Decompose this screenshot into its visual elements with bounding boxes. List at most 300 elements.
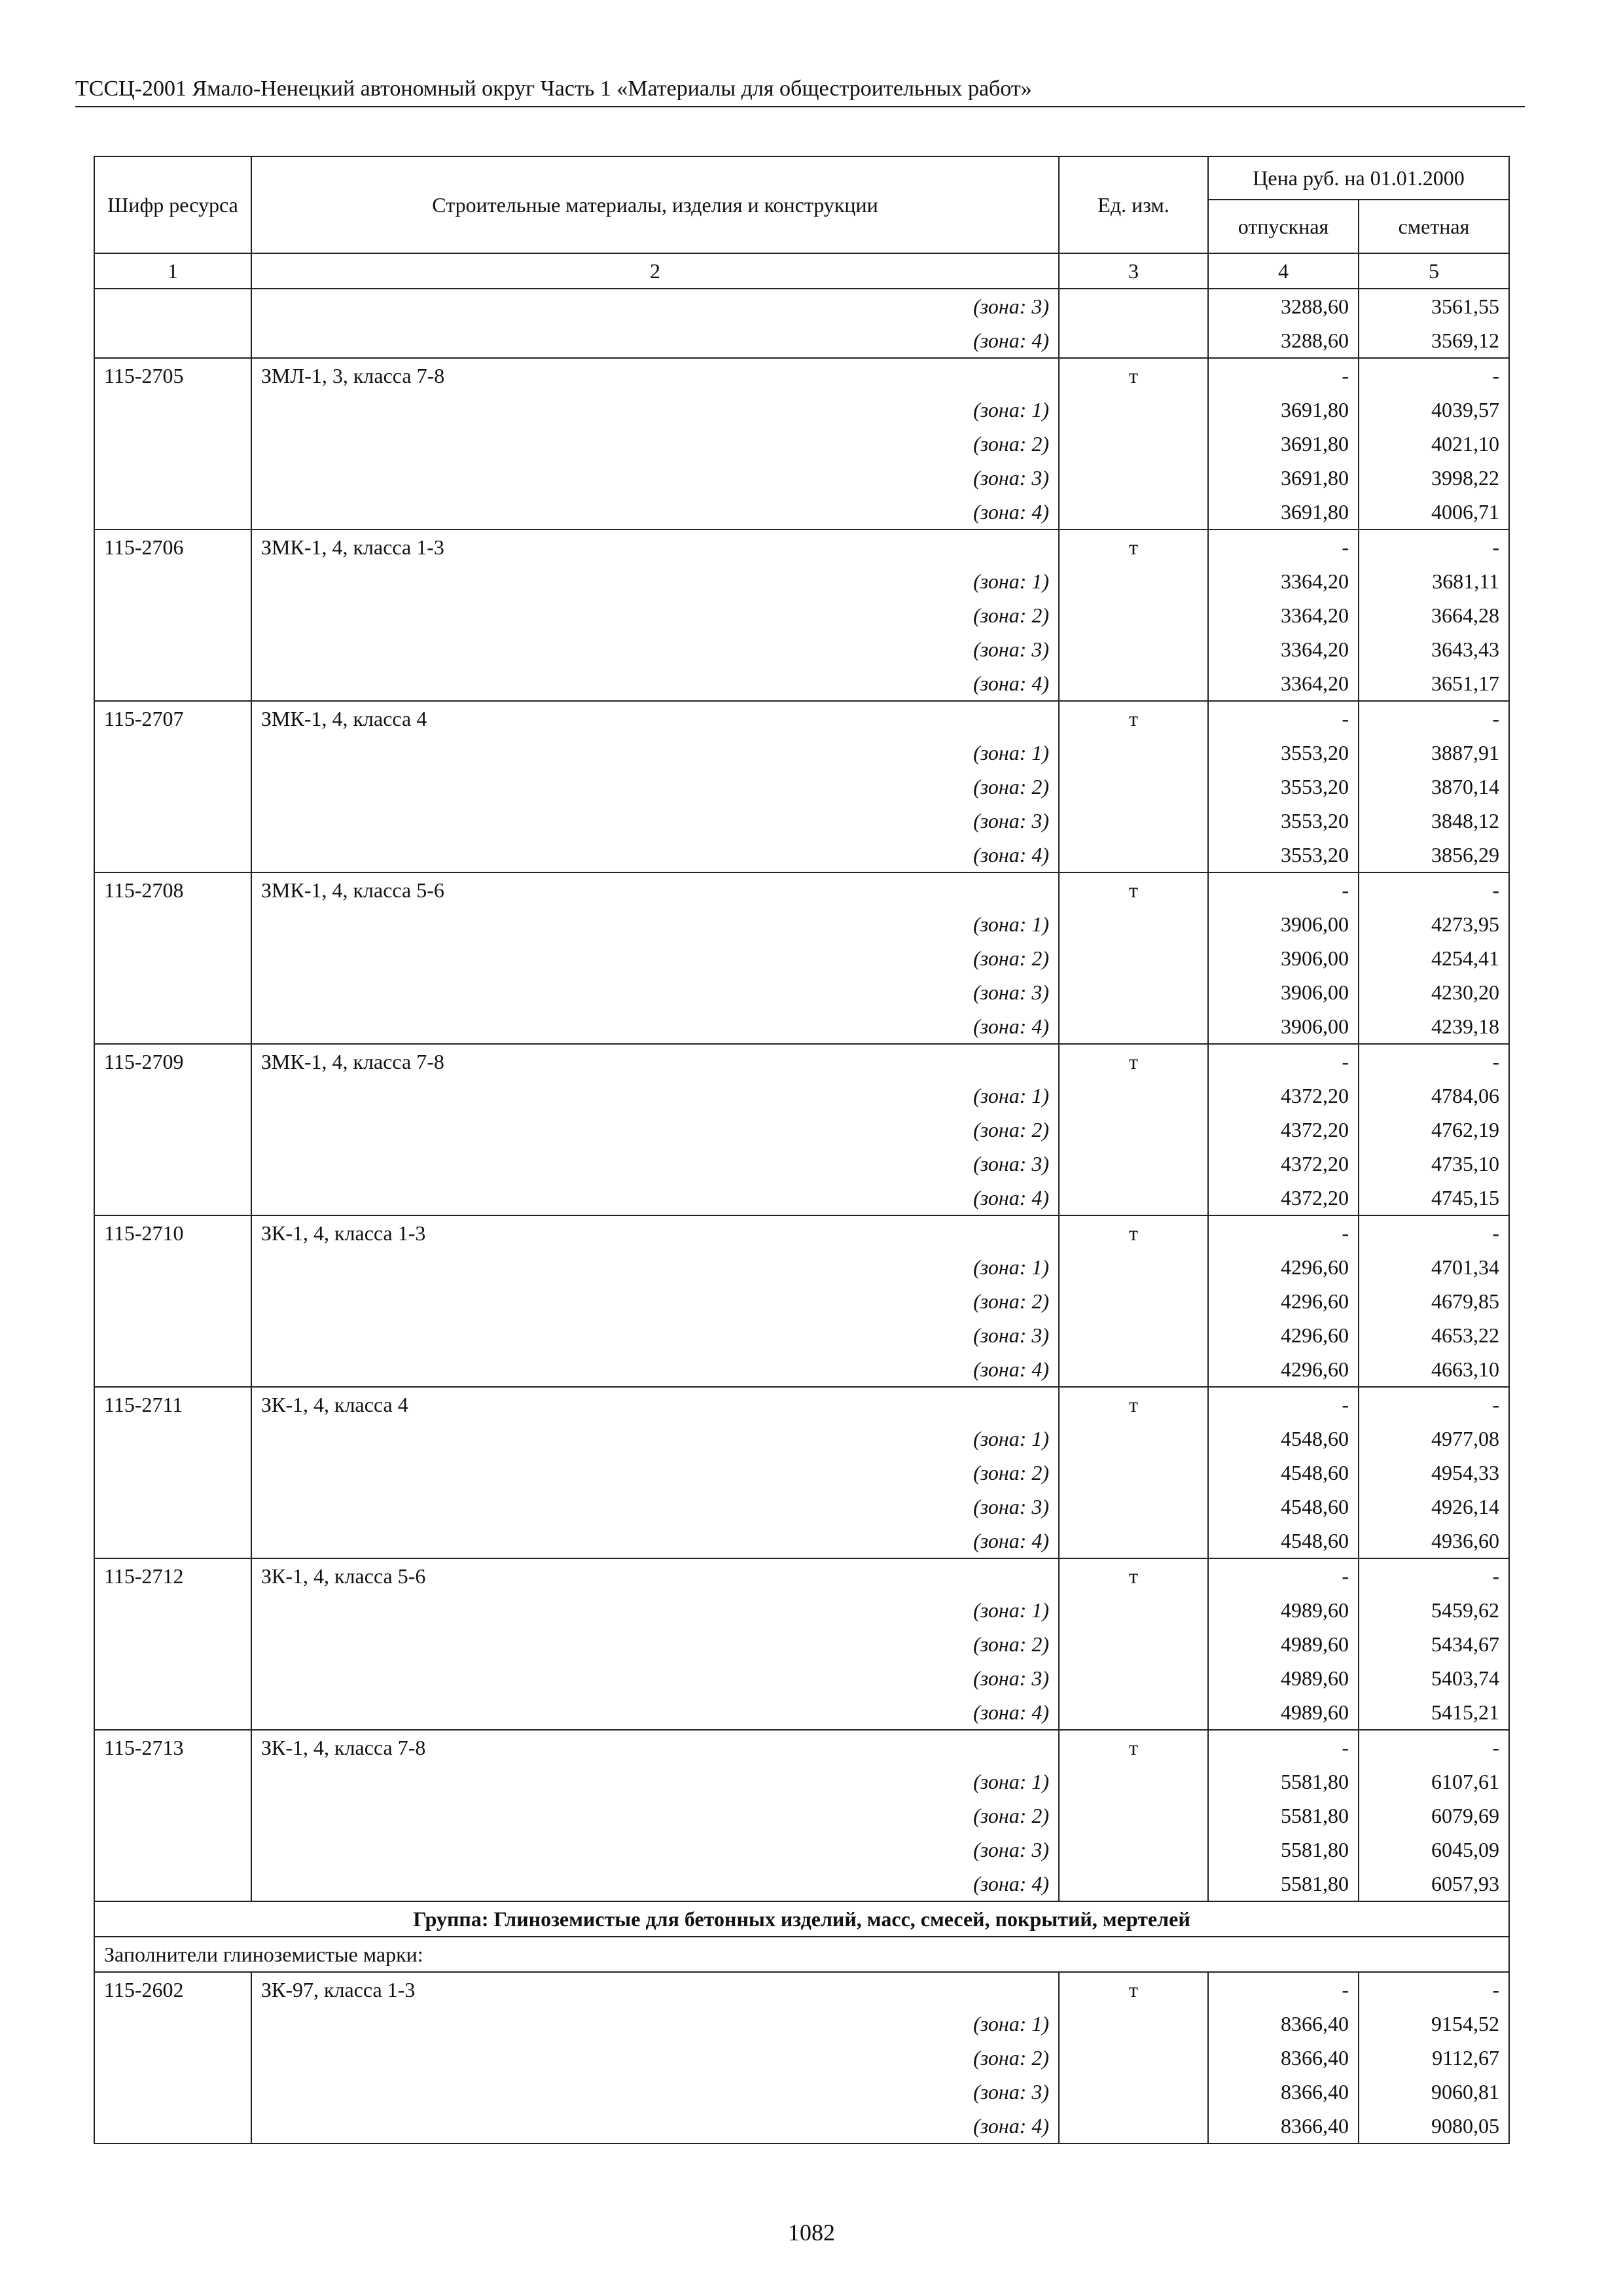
material-name: ЗК-1, 4, класса 4 <box>251 1387 1059 1422</box>
unit-cell <box>1059 1524 1208 1558</box>
running-header: ТССЦ-2001 Ямало-Ненецкий автономный округ Часть 1 «Материалы для общестроительных работ» <box>75 73 1525 107</box>
zone-label: (зона: 4) <box>251 323 1059 358</box>
release-price: 4372,20 <box>1208 1147 1359 1181</box>
estimate-price: - <box>1359 872 1509 907</box>
release-price: 4372,20 <box>1208 1113 1359 1147</box>
code-cell <box>94 2109 251 2144</box>
zone-label: (зона: 3) <box>251 1833 1059 1867</box>
code-cell <box>94 323 251 358</box>
unit-cell <box>1059 1593 1208 1627</box>
code-cell <box>94 1147 251 1181</box>
release-price: 8366,40 <box>1208 2007 1359 2041</box>
col-number: 5 <box>1359 253 1509 289</box>
table-row <box>94 1972 1509 2007</box>
estimate-price: - <box>1359 358 1509 393</box>
zone-label: (зона: 4) <box>251 1009 1059 1044</box>
estimate-price: - <box>1359 1730 1509 1765</box>
unit-cell: т <box>1059 1972 1208 2007</box>
release-price: 5581,80 <box>1208 1833 1359 1867</box>
table-row <box>94 701 1509 736</box>
estimate-price: 3870,14 <box>1359 770 1509 804</box>
release-price: - <box>1208 872 1359 907</box>
unit-cell <box>1059 632 1208 666</box>
code-cell <box>94 1695 251 1730</box>
zone-label: (зона: 1) <box>251 1079 1059 1113</box>
table-row <box>94 598 1509 632</box>
table-row <box>94 461 1509 495</box>
release-price: 3691,80 <box>1208 393 1359 427</box>
unit-cell <box>1059 1627 1208 1661</box>
col-header-price: Цена руб. на 01.01.2000 <box>1208 156 1509 200</box>
table-row <box>94 770 1509 804</box>
table-row <box>94 1147 1509 1181</box>
resource-code: 115-2705 <box>94 358 251 393</box>
unit-cell <box>1059 1833 1208 1867</box>
release-price: 4296,60 <box>1208 1250 1359 1284</box>
unit-cell <box>1059 666 1208 701</box>
subheading: Заполнители глиноземистые марки: <box>94 1937 1509 1972</box>
unit-cell <box>1059 393 1208 427</box>
estimate-price: 4954,33 <box>1359 1456 1509 1490</box>
release-price: - <box>1208 358 1359 393</box>
zone-label: (зона: 2) <box>251 1456 1059 1490</box>
zone-label: (зона: 1) <box>251 393 1059 427</box>
estimate-price: 4679,85 <box>1359 1284 1509 1318</box>
code-cell <box>94 1765 251 1799</box>
code-cell <box>94 1113 251 1147</box>
code-cell <box>94 1799 251 1833</box>
unit-cell: т <box>1059 1215 1208 1250</box>
code-cell <box>94 1318 251 1352</box>
table-row <box>94 804 1509 838</box>
resource-code: 115-2709 <box>94 1044 251 1079</box>
estimate-price: 9060,81 <box>1359 2075 1509 2109</box>
estimate-price: 3651,17 <box>1359 666 1509 701</box>
code-cell <box>94 770 251 804</box>
release-price: - <box>1208 1730 1359 1765</box>
estimate-price: 6079,69 <box>1359 1799 1509 1833</box>
table-row <box>94 427 1509 461</box>
resource-code: 115-2602 <box>94 1972 251 2007</box>
release-price: - <box>1208 1044 1359 1079</box>
estimate-price: 3887,91 <box>1359 736 1509 770</box>
zone-label: (зона: 1) <box>251 1250 1059 1284</box>
unit-cell <box>1059 1695 1208 1730</box>
zone-label: (зона: 4) <box>251 1181 1059 1215</box>
zone-label: (зона: 3) <box>251 804 1059 838</box>
unit-cell <box>1059 427 1208 461</box>
price-table <box>94 156 1510 2144</box>
table-row <box>94 1833 1509 1867</box>
estimate-price: 4701,34 <box>1359 1250 1509 1284</box>
unit-cell <box>1059 1250 1208 1284</box>
col-header-unit: Ед. изм. <box>1059 156 1208 253</box>
zone-label: (зона: 4) <box>251 1352 1059 1387</box>
table-row <box>94 1113 1509 1147</box>
zone-label: (зона: 1) <box>251 907 1059 941</box>
zone-label: (зона: 3) <box>251 1318 1059 1352</box>
release-price: 5581,80 <box>1208 1799 1359 1833</box>
code-cell <box>94 736 251 770</box>
table-row <box>94 632 1509 666</box>
zone-label: (зона: 3) <box>251 975 1059 1009</box>
release-price: 3553,20 <box>1208 770 1359 804</box>
table-row <box>94 564 1509 598</box>
estimate-price: 4926,14 <box>1359 1490 1509 1524</box>
estimate-price: 6107,61 <box>1359 1765 1509 1799</box>
estimate-price: 4239,18 <box>1359 1009 1509 1044</box>
unit-cell: т <box>1059 1730 1208 1765</box>
code-cell <box>94 1627 251 1661</box>
material-name: ЗК-97, класса 1-3 <box>251 1972 1059 2007</box>
release-price: 3691,80 <box>1208 461 1359 495</box>
estimate-price: 4653,22 <box>1359 1318 1509 1352</box>
code-cell <box>94 838 251 872</box>
unit-cell <box>1059 1456 1208 1490</box>
table-row <box>94 1284 1509 1318</box>
table-row <box>94 2109 1509 2144</box>
estimate-price: 4784,06 <box>1359 1079 1509 1113</box>
table-row <box>94 975 1509 1009</box>
code-cell <box>94 393 251 427</box>
code-cell <box>94 1661 251 1695</box>
release-price: 4296,60 <box>1208 1352 1359 1387</box>
page-number: 1082 <box>788 2219 835 2246</box>
table-row <box>94 1627 1509 1661</box>
release-price: 3364,20 <box>1208 666 1359 701</box>
zone-label: (зона: 2) <box>251 2041 1059 2075</box>
group-table-body <box>94 1972 1509 2144</box>
resource-code: 115-2708 <box>94 872 251 907</box>
zone-label: (зона: 3) <box>251 1490 1059 1524</box>
zone-label: (зона: 1) <box>251 1765 1059 1799</box>
unit-cell: т <box>1059 872 1208 907</box>
release-price: 4548,60 <box>1208 1524 1359 1558</box>
col-number: 4 <box>1208 253 1359 289</box>
table-row <box>94 495 1509 529</box>
col-header-estimate: сметная <box>1359 200 1509 253</box>
table-row <box>94 1215 1509 1250</box>
unit-cell <box>1059 2041 1208 2075</box>
estimate-price: - <box>1359 1972 1509 2007</box>
zone-label: (зона: 3) <box>251 1661 1059 1695</box>
code-cell <box>94 804 251 838</box>
release-price: 3553,20 <box>1208 838 1359 872</box>
unit-cell <box>1059 907 1208 941</box>
table-row <box>94 1352 1509 1387</box>
code-cell <box>94 1524 251 1558</box>
unit-cell: т <box>1059 1044 1208 1079</box>
table-row <box>94 2075 1509 2109</box>
release-price: 8366,40 <box>1208 2075 1359 2109</box>
estimate-price: 4745,15 <box>1359 1181 1509 1215</box>
estimate-price: 4039,57 <box>1359 393 1509 427</box>
material-name: ЗМК-1, 4, класса 1-3 <box>251 529 1059 564</box>
zone-label: (зона: 1) <box>251 736 1059 770</box>
release-price: 3691,80 <box>1208 495 1359 529</box>
unit-cell <box>1059 2007 1208 2041</box>
table-row <box>94 1422 1509 1456</box>
table-row <box>94 1558 1509 1593</box>
code-cell <box>94 1352 251 1387</box>
table-row <box>94 529 1509 564</box>
unit-cell <box>1059 1113 1208 1147</box>
zone-label: (зона: 3) <box>251 289 1059 323</box>
material-name: ЗМЛ-1, 3, класса 7-8 <box>251 358 1059 393</box>
table-row <box>94 1695 1509 1730</box>
unit-cell <box>1059 1318 1208 1352</box>
table-row <box>94 1250 1509 1284</box>
table-row <box>94 1490 1509 1524</box>
table-row <box>94 1524 1509 1558</box>
zone-label: (зона: 2) <box>251 598 1059 632</box>
estimate-price: 3681,11 <box>1359 564 1509 598</box>
table-row <box>94 907 1509 941</box>
resource-code: 115-2711 <box>94 1387 251 1422</box>
estimate-price: 9080,05 <box>1359 2109 1509 2144</box>
code-cell <box>94 289 251 323</box>
unit-cell <box>1059 975 1208 1009</box>
estimate-price: 3848,12 <box>1359 804 1509 838</box>
resource-code: 115-2713 <box>94 1730 251 1765</box>
zone-label: (зона: 2) <box>251 1627 1059 1661</box>
code-cell <box>94 1593 251 1627</box>
zone-label: (зона: 2) <box>251 1113 1059 1147</box>
release-price: - <box>1208 701 1359 736</box>
table-row <box>94 1730 1509 1765</box>
unit-cell <box>1059 1147 1208 1181</box>
material-name: ЗК-1, 4, класса 7-8 <box>251 1730 1059 1765</box>
table-row <box>94 736 1509 770</box>
table-row <box>94 1661 1509 1695</box>
code-cell <box>94 461 251 495</box>
code-cell <box>94 495 251 529</box>
col-header-name: Строительные материалы, изделия и конструкции <box>251 156 1059 253</box>
material-name: ЗМК-1, 4, класса 7-8 <box>251 1044 1059 1079</box>
release-price: - <box>1208 529 1359 564</box>
release-price: 3288,60 <box>1208 323 1359 358</box>
estimate-price: 3998,22 <box>1359 461 1509 495</box>
unit-cell <box>1059 736 1208 770</box>
estimate-price: 4273,95 <box>1359 907 1509 941</box>
resource-code: 115-2712 <box>94 1558 251 1593</box>
estimate-price: 5434,67 <box>1359 1627 1509 1661</box>
code-cell <box>94 1181 251 1215</box>
table-row <box>94 358 1509 393</box>
release-price: 3553,20 <box>1208 804 1359 838</box>
estimate-price: 9154,52 <box>1359 2007 1509 2041</box>
release-price: 3364,20 <box>1208 564 1359 598</box>
unit-cell <box>1059 1181 1208 1215</box>
unit-cell: т <box>1059 358 1208 393</box>
code-cell <box>94 907 251 941</box>
code-cell <box>94 2041 251 2075</box>
zone-label: (зона: 4) <box>251 666 1059 701</box>
estimate-price: 4663,10 <box>1359 1352 1509 1387</box>
resource-code: 115-2707 <box>94 701 251 736</box>
unit-cell <box>1059 1799 1208 1833</box>
code-cell <box>94 1833 251 1867</box>
estimate-price: - <box>1359 1558 1509 1593</box>
code-cell <box>94 1422 251 1456</box>
table-row <box>94 1009 1509 1044</box>
release-price: 8366,40 <box>1208 2109 1359 2144</box>
estimate-price: 3856,29 <box>1359 838 1509 872</box>
zone-label: (зона: 2) <box>251 1284 1059 1318</box>
estimate-price: 4735,10 <box>1359 1147 1509 1181</box>
release-price: 3906,00 <box>1208 1009 1359 1044</box>
release-price: 4989,60 <box>1208 1627 1359 1661</box>
zone-label: (зона: 1) <box>251 1422 1059 1456</box>
code-cell <box>94 1250 251 1284</box>
code-cell <box>94 975 251 1009</box>
release-price: - <box>1208 1972 1359 2007</box>
estimate-price: 4006,71 <box>1359 495 1509 529</box>
code-cell <box>94 1490 251 1524</box>
zone-label: (зона: 3) <box>251 2075 1059 2109</box>
code-cell <box>94 2007 251 2041</box>
release-price: - <box>1208 1558 1359 1593</box>
unit-cell <box>1059 1009 1208 1044</box>
table-row <box>94 1593 1509 1627</box>
estimate-price: - <box>1359 1044 1509 1079</box>
table-row <box>94 289 1509 323</box>
zone-label: (зона: 3) <box>251 461 1059 495</box>
unit-cell <box>1059 1422 1208 1456</box>
col-number: 2 <box>251 253 1059 289</box>
estimate-price: 4230,20 <box>1359 975 1509 1009</box>
col-header-code: Шифр ресурса <box>94 156 251 253</box>
table-row <box>94 323 1509 358</box>
resource-code: 115-2706 <box>94 529 251 564</box>
code-cell <box>94 941 251 975</box>
unit-cell <box>1059 2109 1208 2144</box>
zone-label: (зона: 1) <box>251 2007 1059 2041</box>
zone-label: (зона: 1) <box>251 564 1059 598</box>
table-row <box>94 872 1509 907</box>
zone-label: (зона: 4) <box>251 1695 1059 1730</box>
table-row <box>94 941 1509 975</box>
estimate-price: 4254,41 <box>1359 941 1509 975</box>
unit-cell <box>1059 1661 1208 1695</box>
table-body <box>94 289 1509 1901</box>
unit-cell <box>1059 1079 1208 1113</box>
col-number: 3 <box>1059 253 1208 289</box>
code-cell <box>94 2075 251 2109</box>
unit-cell <box>1059 804 1208 838</box>
material-name: ЗК-1, 4, класса 1-3 <box>251 1215 1059 1250</box>
estimate-price: 4977,08 <box>1359 1422 1509 1456</box>
table-row <box>94 1079 1509 1113</box>
unit-cell: т <box>1059 529 1208 564</box>
release-price: 4989,60 <box>1208 1695 1359 1730</box>
release-price: 4989,60 <box>1208 1593 1359 1627</box>
col-number: 1 <box>94 253 251 289</box>
zone-label: (зона: 4) <box>251 838 1059 872</box>
group-heading: Группа: Глиноземистые для бетонных изделий, масс, смесей, покрытий, мертелей <box>94 1901 1509 1937</box>
release-price: 4372,20 <box>1208 1079 1359 1113</box>
estimate-price: 4936,60 <box>1359 1524 1509 1558</box>
release-price: - <box>1208 1387 1359 1422</box>
group-section <box>94 1901 1509 1972</box>
estimate-price: 9112,67 <box>1359 2041 1509 2075</box>
unit-cell: т <box>1059 701 1208 736</box>
release-price: 4548,60 <box>1208 1422 1359 1456</box>
estimate-price: 3569,12 <box>1359 323 1509 358</box>
table-row <box>94 1456 1509 1490</box>
estimate-price: - <box>1359 701 1509 736</box>
code-cell <box>94 1456 251 1490</box>
estimate-price: 5415,21 <box>1359 1695 1509 1730</box>
release-price: 8366,40 <box>1208 2041 1359 2075</box>
table-row <box>94 1044 1509 1079</box>
zone-label: (зона: 4) <box>251 1867 1059 1901</box>
col-header-release: отпускная <box>1208 200 1359 253</box>
zone-label: (зона: 2) <box>251 427 1059 461</box>
release-price: 3906,00 <box>1208 941 1359 975</box>
release-price: 3364,20 <box>1208 598 1359 632</box>
resource-code: 115-2710 <box>94 1215 251 1250</box>
unit-cell <box>1059 770 1208 804</box>
release-price: 4372,20 <box>1208 1181 1359 1215</box>
release-price: 4296,60 <box>1208 1284 1359 1318</box>
unit-cell <box>1059 289 1208 323</box>
release-price: 4548,60 <box>1208 1456 1359 1490</box>
release-price: 3288,60 <box>1208 289 1359 323</box>
unit-cell <box>1059 1867 1208 1901</box>
unit-cell <box>1059 461 1208 495</box>
release-price: 4296,60 <box>1208 1318 1359 1352</box>
estimate-price: - <box>1359 529 1509 564</box>
unit-cell <box>1059 1352 1208 1387</box>
table-row <box>94 1181 1509 1215</box>
zone-label: (зона: 3) <box>251 1147 1059 1181</box>
release-price: 3906,00 <box>1208 975 1359 1009</box>
release-price: 5581,80 <box>1208 1867 1359 1901</box>
code-cell <box>94 1009 251 1044</box>
table-row <box>94 666 1509 701</box>
table-row <box>94 1867 1509 1901</box>
zone-label: (зона: 2) <box>251 770 1059 804</box>
unit-cell <box>1059 564 1208 598</box>
zone-label: (зона: 2) <box>251 941 1059 975</box>
unit-cell <box>1059 598 1208 632</box>
zone-label: (зона: 2) <box>251 1799 1059 1833</box>
estimate-price: 3664,28 <box>1359 598 1509 632</box>
release-price: 3906,00 <box>1208 907 1359 941</box>
estimate-price: 3561,55 <box>1359 289 1509 323</box>
release-price: 3364,20 <box>1208 632 1359 666</box>
estimate-price: 6057,93 <box>1359 1867 1509 1901</box>
release-price: 5581,80 <box>1208 1765 1359 1799</box>
material-name: ЗК-1, 4, класса 5-6 <box>251 1558 1059 1593</box>
table-row <box>94 2007 1509 2041</box>
unit-cell <box>1059 1284 1208 1318</box>
unit-cell <box>1059 838 1208 872</box>
code-cell <box>94 598 251 632</box>
code-cell <box>94 666 251 701</box>
table-row <box>94 1387 1509 1422</box>
zone-label: (зона: 4) <box>251 495 1059 529</box>
table-row <box>94 393 1509 427</box>
table-row <box>94 1318 1509 1352</box>
release-price: 3691,80 <box>1208 427 1359 461</box>
estimate-price: 5459,62 <box>1359 1593 1509 1627</box>
unit-cell <box>1059 1490 1208 1524</box>
material-name: ЗМК-1, 4, класса 4 <box>251 701 1059 736</box>
code-cell <box>94 564 251 598</box>
estimate-price: 6045,09 <box>1359 1833 1509 1867</box>
